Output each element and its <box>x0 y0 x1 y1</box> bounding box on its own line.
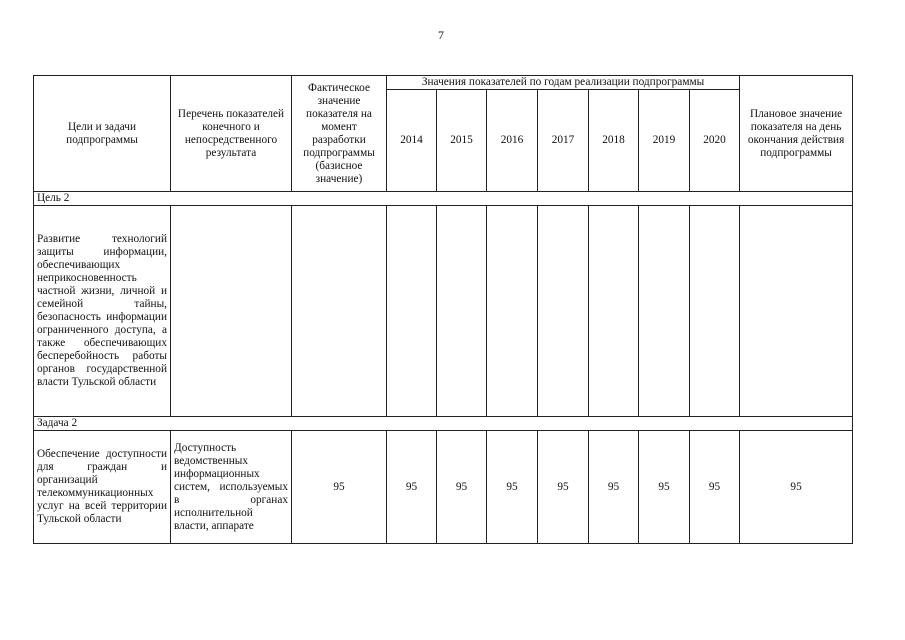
goal-indicator-cell <box>171 206 292 417</box>
task-label: Задача 2 <box>34 417 853 431</box>
indicators-table <box>33 75 853 544</box>
goal-year-cell <box>487 206 538 417</box>
task-planned-value: 95 <box>740 431 853 544</box>
goal-actual-cell <box>292 206 387 417</box>
goal-planned-cell <box>740 206 853 417</box>
header-goals: Цели и задачи подпрограммы <box>34 76 171 192</box>
goal-row <box>34 206 853 417</box>
task-indicator: Доступность ведомственных информационных систем, используемых в органах исполнительной власти, аппарате <box>171 431 292 544</box>
goal-text: Развитие технологий защиты информации, обеспечивающих неприкосновенность частной жизни, личной и семейной тайны, безопасность информации ограниченного доступа, а также обеспечивающих бесперебойность работы органов государственной власти Тульской области <box>34 206 171 417</box>
header-year: 2020 <box>690 90 740 192</box>
header-actual-value: Фактическое значение показателя на момент разработки подпрограммы (базисное значение) <box>292 76 387 192</box>
header-year: 2019 <box>639 90 690 192</box>
task-year-value: 95 <box>690 431 740 544</box>
page-number: 7 <box>438 28 444 42</box>
header-year: 2014 <box>387 90 437 192</box>
header-row-top <box>34 76 853 90</box>
task-year-value: 95 <box>538 431 589 544</box>
header-year: 2017 <box>538 90 589 192</box>
task-year-value: 95 <box>639 431 690 544</box>
goal-year-cell <box>538 206 589 417</box>
goal-year-cell <box>690 206 740 417</box>
goal-label-row <box>34 192 853 206</box>
header-planned-value: Плановое значение показателя на день окончания действия подпрограммы <box>740 76 853 192</box>
header-year: 2018 <box>589 90 639 192</box>
task-year-value: 95 <box>387 431 437 544</box>
goal-year-cell <box>589 206 639 417</box>
header-year: 2016 <box>487 90 538 192</box>
goal-label: Цель 2 <box>34 192 853 206</box>
header-indicators: Перечень показателей конечного и непосредственного результата <box>171 76 292 192</box>
goal-year-cell <box>387 206 437 417</box>
goal-year-cell <box>639 206 690 417</box>
goal-year-cell <box>437 206 487 417</box>
task-row <box>34 431 853 544</box>
task-year-value: 95 <box>589 431 639 544</box>
header-year: 2015 <box>437 90 487 192</box>
header-years-group: Значения показателей по годам реализации подпрограммы <box>387 76 740 90</box>
task-label-row <box>34 417 853 431</box>
task-actual-value: 95 <box>292 431 387 544</box>
task-text: Обеспечение доступности для граждан и организаций телекоммуникационных услуг на всей территории Тульской области <box>34 431 171 544</box>
task-year-value: 95 <box>487 431 538 544</box>
task-year-value: 95 <box>437 431 487 544</box>
